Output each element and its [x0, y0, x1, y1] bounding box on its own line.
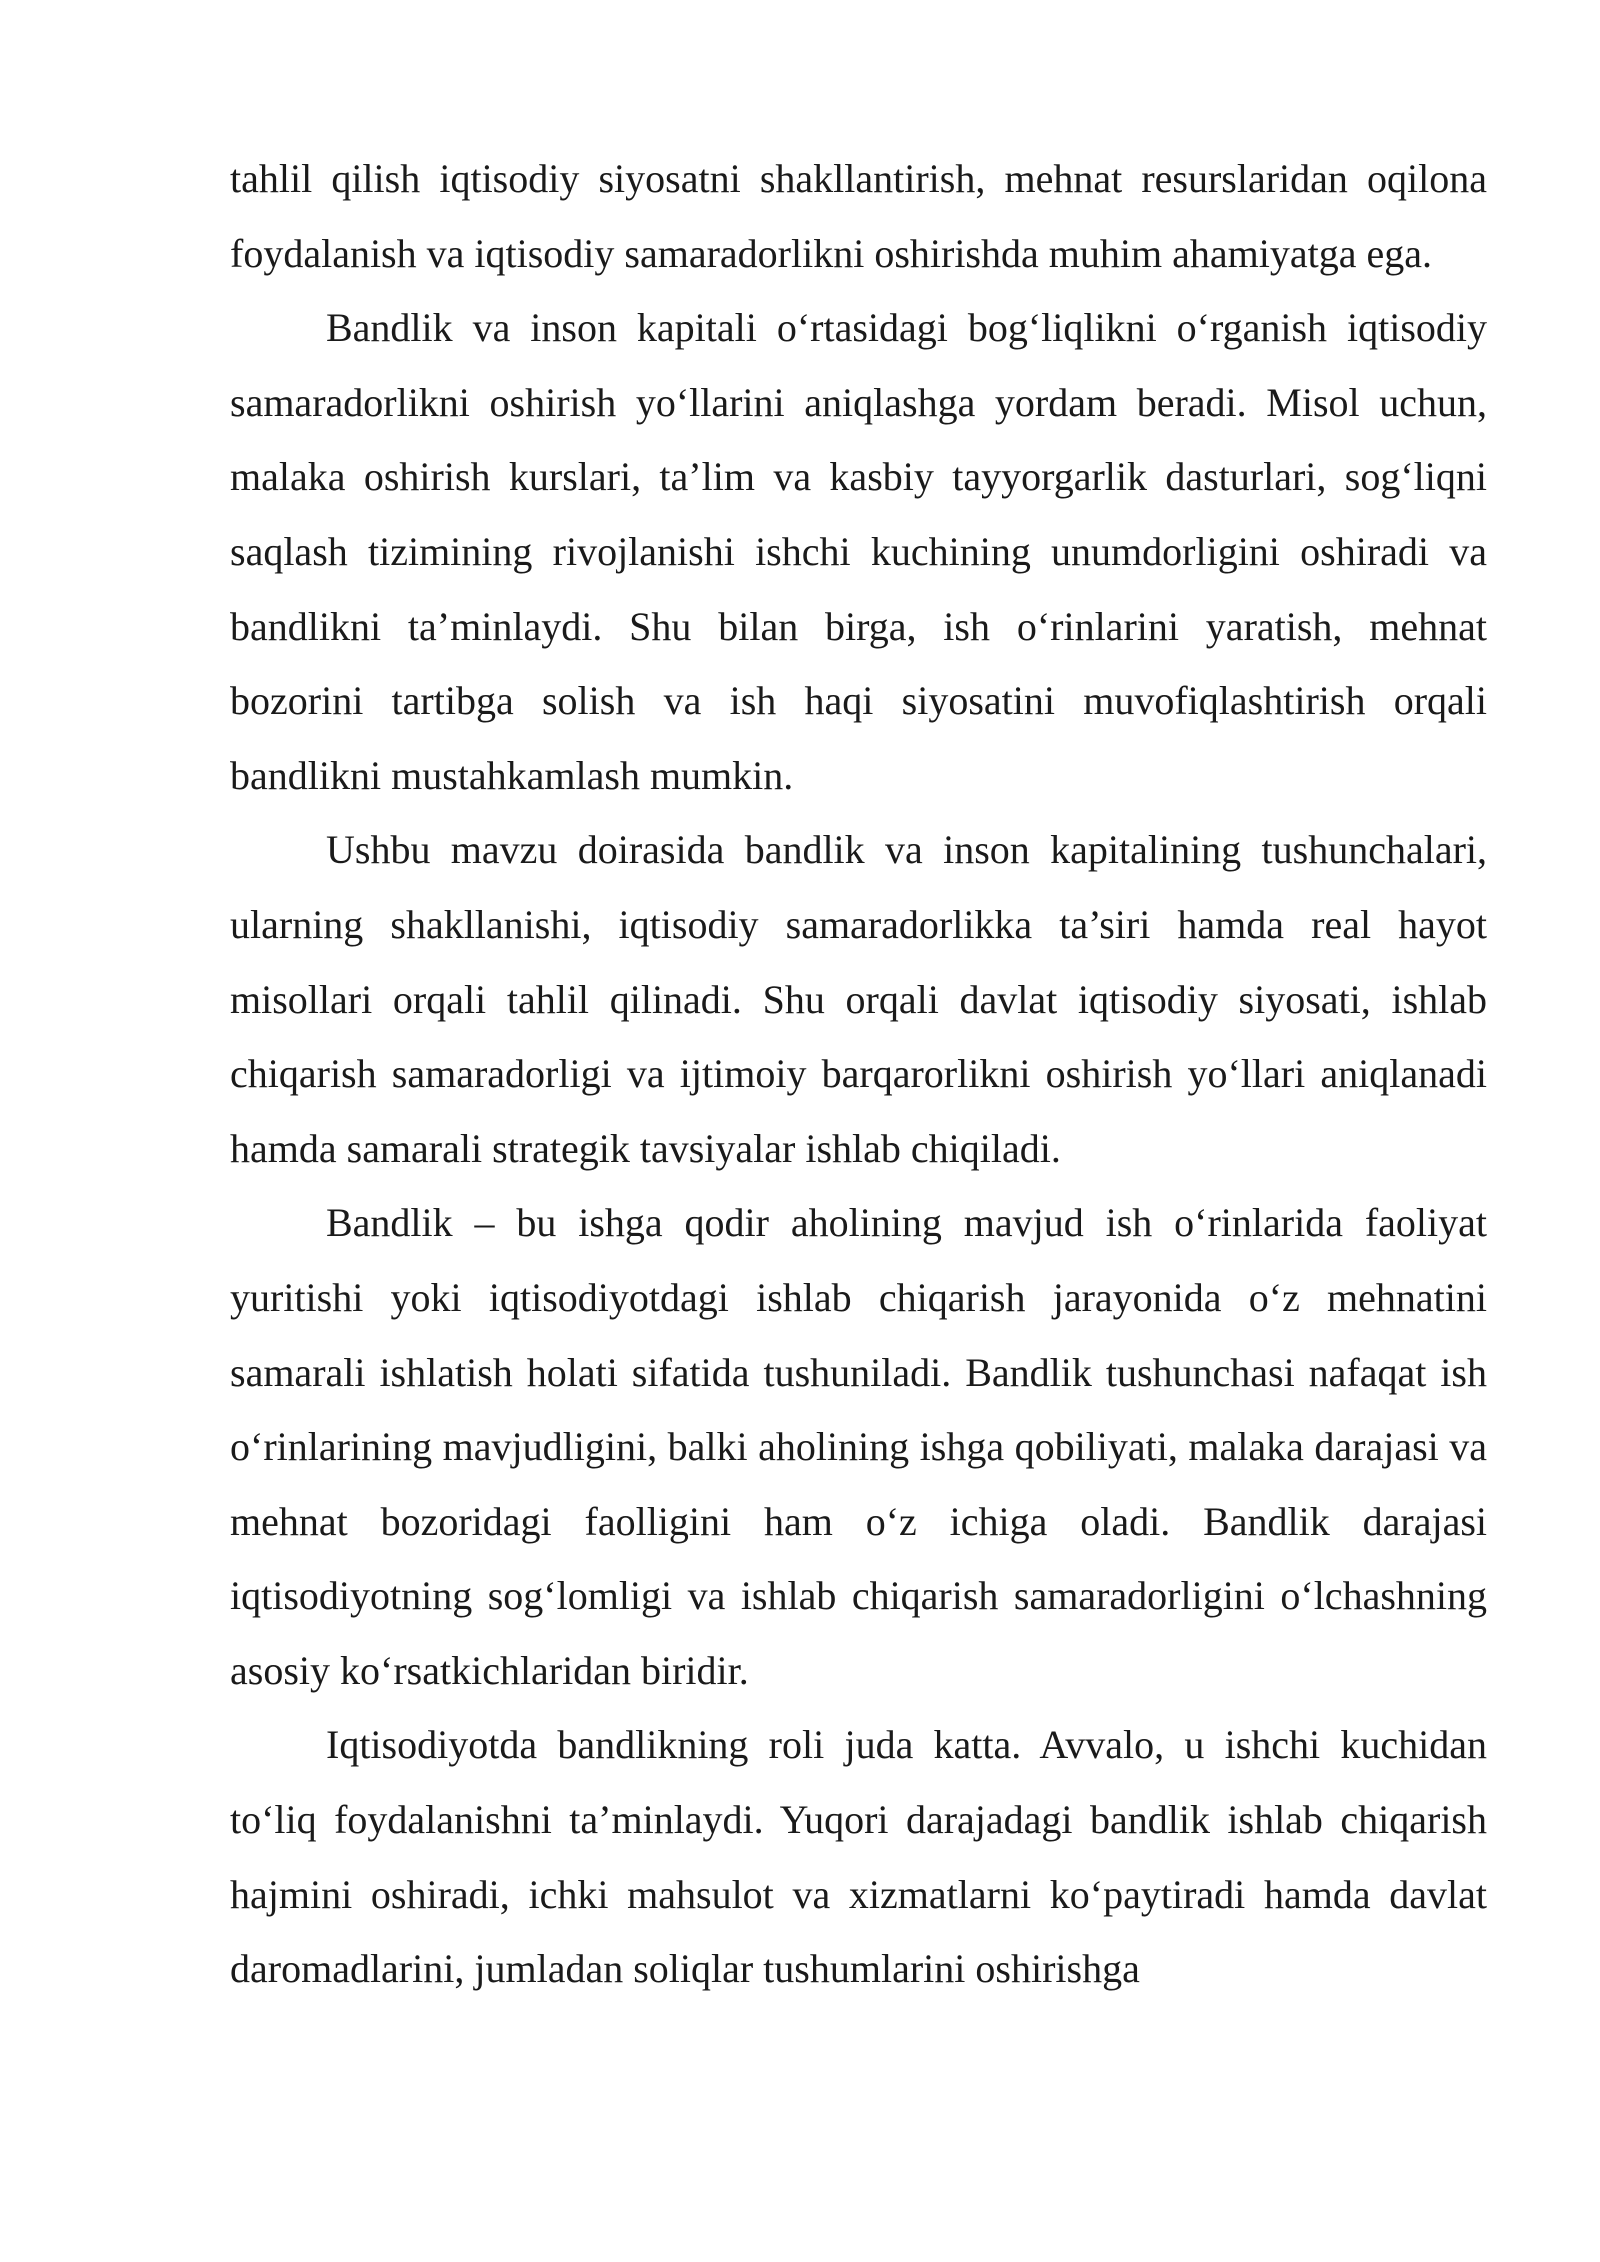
paragraph-topic-scope: Ushbu mavzu doirasida bandlik va inson kapitalining tushunchalari, ularning shakllanishi, iqtisodiy samaradorlikka ta’siri hamda real hayot misollari orqali tahlil qilinadi. Shu orqali davlat iqtisodiy siyosati, ishlab chiqarish samaradorligi va ijtimoiy barqarorlikni oshirish yo‘llari aniqlanadi hamda samarali strategik tavsiyalar ishlab chiqiladi. [230, 827, 1487, 1171]
paragraph-continuation: tahlil qilish iqtisodiy siyosatni shakllantirish, mehnat resurslaridan oqilona foydalanish va iqtisodiy samaradorlikni oshirishda muhim ahamiyatga ega. [230, 156, 1487, 276]
document-body [230, 142, 1487, 2007]
paragraph-employment-human-capital: Bandlik va inson kapitali o‘rtasidagi bog‘liqlikni o‘rganish iqtisodiy samaradorlikni oshirish yo‘llarini aniqlashga yordam beradi. Misol uchun, malaka oshirish kurslari, ta’lim va kasbiy tayyorgarlik dasturlari, sog‘liqni saqlash tizimining rivojlanishi ishchi kuchining unumdorligini oshiradi va bandlikni ta’minlaydi. Shu bilan birga, ish o‘rinlarini yaratish, mehnat bozorini tartibga solish va ish haqi siyosatini muvofiqlashtirish orqali bandlikni mustahkamlash mumkin. [230, 305, 1487, 798]
paragraph-employment-definition: Bandlik – bu ishga qodir aholining mavjud ish o‘rinlarida faoliyat yuritishi yoki iqtisodiyotdagi ishlab chiqarish jarayonida o‘z mehnatini samarali ishlatish holati sifatida tushuniladi. Bandlik tushunchasi nafaqat ish o‘rinlarining mavjudligini, balki aholining ishga qobiliyati, malaka darajasi va mehnat bozoridagi faolligini ham o‘z ichiga oladi. Bandlik darajasi iqtisodiyotning sog‘lomligi va ishlab chiqarish samaradorligini o‘lchashning asosiy ko‘rsatkichlaridan biridir. [230, 1200, 1487, 1693]
paragraph-employment-role: Iqtisodiyotda bandlikning roli juda katta. Avvalo, u ishchi kuchidan to‘liq foydalanishni ta’minlaydi. Yuqori darajadagi bandlik ishlab chiqarish hajmini oshiradi, ichki mahsulot va xizmatlarni ko‘paytiradi hamda davlat daromadlarini, jumladan soliqlar tushumlarini oshirishga [230, 1722, 1487, 1992]
